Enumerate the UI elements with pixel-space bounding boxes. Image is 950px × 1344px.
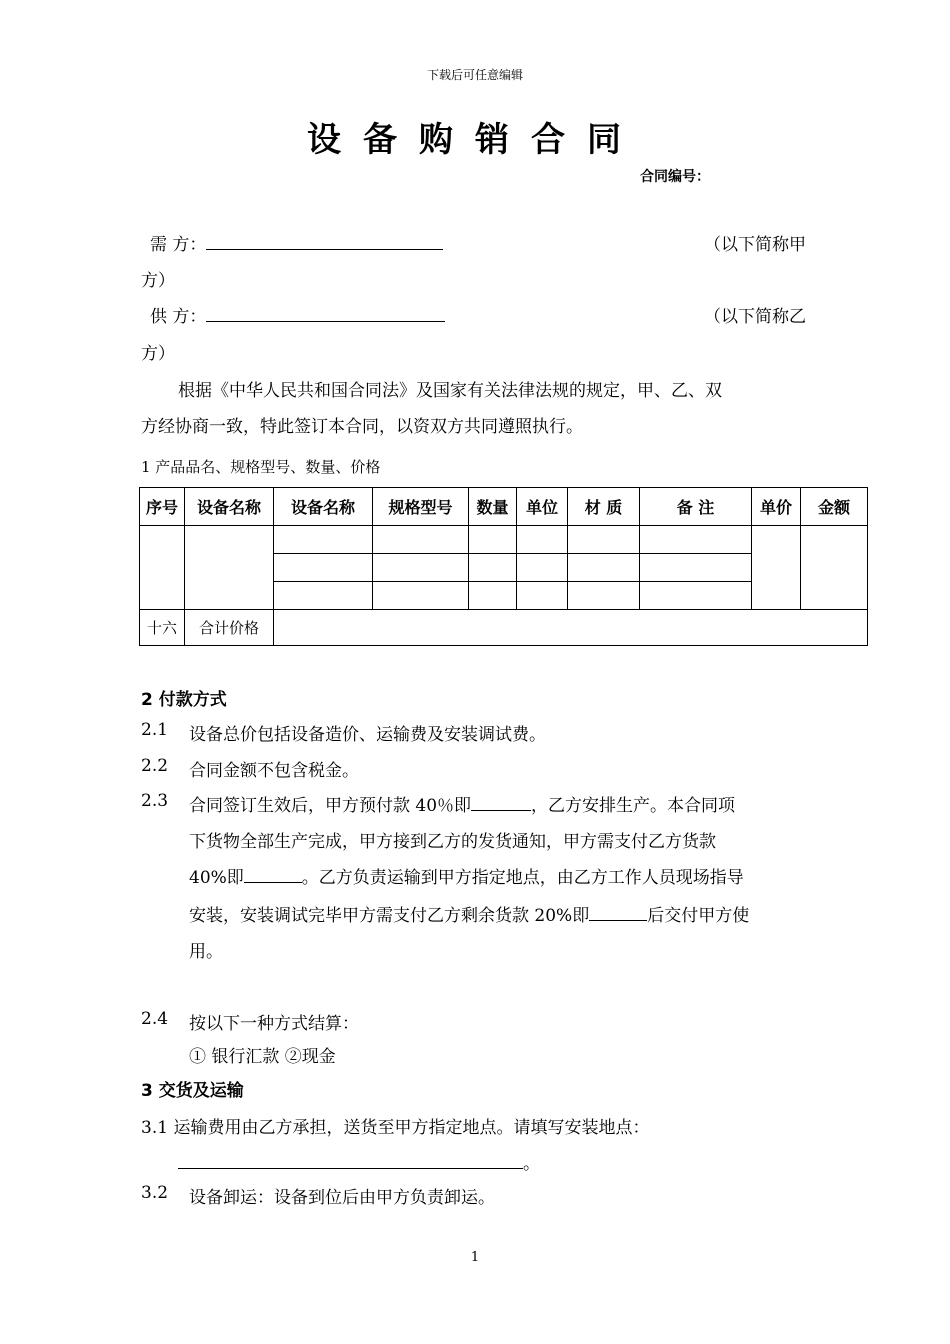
install-address-end: 。: [523, 1154, 540, 1174]
settlement-options: ① 银行汇款 ②现金: [189, 1047, 336, 1067]
col-header-remarks: 备 注: [640, 488, 752, 526]
table-cell[interactable]: [274, 526, 373, 554]
clause-2-3-line-5: 用。: [189, 942, 223, 962]
clause-2-3-line-1: [189, 791, 735, 816]
col-header-equipment-name-2: 设备名称: [274, 488, 373, 526]
clause-2-3-line-3: [189, 863, 744, 888]
page-number: 1: [470, 1250, 480, 1265]
intro-line-2: 方经协商一致，特此签订本合同，以资双方共同遵照执行。: [141, 417, 583, 437]
supply-party-label: 供 方：: [150, 307, 207, 327]
clause-2-2-number: 2.2: [141, 756, 169, 776]
demand-party-suffix: （以下简称甲: [704, 235, 806, 255]
total-value-cell[interactable]: [274, 610, 868, 646]
table-cell[interactable]: [568, 526, 640, 554]
col-header-unit-price: 单价: [752, 488, 801, 526]
table-cell[interactable]: [373, 526, 469, 554]
table-cell[interactable]: [274, 554, 373, 582]
table-cell[interactable]: [469, 582, 517, 610]
contract-number-label: 合同编号：: [640, 169, 710, 185]
table-total-row: [140, 610, 868, 646]
clause-2-3-text-d: 。乙方负责运输到甲方指定地点，由乙方工作人员现场指导: [301, 868, 744, 888]
table-cell[interactable]: [274, 582, 373, 610]
prepayment-blank[interactable]: [471, 796, 531, 811]
clause-2-3-text-b: ，乙方安排生产。本合同项: [531, 796, 736, 816]
clause-2-1: 设备总价包括设备造价、运输费及安装调试费。: [189, 725, 546, 745]
col-header-index: 序号: [140, 488, 185, 526]
table-cell[interactable]: [469, 526, 517, 554]
supply-party-line: [150, 302, 445, 327]
final-payment-blank[interactable]: [589, 906, 647, 921]
demand-party-wrap: 方）: [141, 271, 175, 291]
table-cell[interactable]: [517, 554, 568, 582]
table-cell[interactable]: [469, 554, 517, 582]
table-cell[interactable]: [640, 582, 752, 610]
table-cell[interactable]: [640, 554, 752, 582]
table-cell[interactable]: [373, 554, 469, 582]
section-1-heading: 1 产品品名、规格型号、数量、价格: [141, 458, 381, 476]
clause-3-2-number: 3.2: [141, 1183, 169, 1203]
second-payment-blank[interactable]: [244, 868, 302, 883]
col-header-spec: 规格型号: [373, 488, 469, 526]
table-cell[interactable]: [752, 526, 801, 610]
total-index: 十六: [140, 610, 185, 646]
clause-2-3-line-2: 下货物全部生产完成，甲方接到乙方的发货通知，甲方需支付乙方货款: [189, 832, 716, 852]
install-address-line: [178, 1149, 540, 1174]
clause-2-2: 合同金额不包含税金。: [189, 761, 359, 781]
clause-2-3-text-a: 合同签订生效后，甲方预付款 40％即: [189, 796, 472, 816]
page-title: 设备购销合同: [307, 120, 643, 160]
clause-3-1: 3.1 运输费用由乙方承担，送货至甲方指定地点。请填写安装地点：: [141, 1118, 650, 1138]
table-cell[interactable]: [373, 582, 469, 610]
table-cell[interactable]: [568, 582, 640, 610]
clause-2-3-text-e: 安装，安装调试完毕甲方需支付乙方剩余货款 20%即: [189, 906, 590, 926]
product-table: [139, 487, 868, 646]
clause-2-3-text-f: 后交付甲方使: [647, 906, 750, 926]
table-cell[interactable]: [140, 526, 185, 610]
col-header-quantity: 数量: [469, 488, 517, 526]
col-header-unit: 单位: [517, 488, 568, 526]
clause-2-4-number: 2.4: [141, 1009, 169, 1029]
section-3-heading: 3 交货及运输: [141, 1081, 244, 1101]
section-2-heading: 2 付款方式: [141, 690, 227, 710]
table-header-row: [140, 488, 868, 526]
demand-party-blank[interactable]: [206, 235, 443, 250]
clause-2-3-text-c: 40%即: [189, 868, 244, 888]
col-header-amount: 金额: [801, 488, 868, 526]
supply-party-blank[interactable]: [206, 307, 445, 322]
intro-line-1: 根据《中华人民共和国合同法》及国家有关法律法规的规定，甲、乙、双: [178, 381, 722, 401]
header-note: 下载后可任意编辑: [426, 68, 523, 82]
col-header-equipment-name: 设备名称: [185, 488, 274, 526]
table-row: [140, 526, 868, 554]
col-header-material: 材 质: [568, 488, 640, 526]
clause-2-4: 按以下一种方式结算：: [189, 1014, 359, 1034]
table-cell[interactable]: [801, 526, 868, 610]
table-cell[interactable]: [185, 526, 274, 610]
demand-party-label: 需 方：: [150, 235, 207, 255]
clause-3-2: 设备卸运：设备到位后由甲方负责卸运。: [189, 1188, 495, 1208]
table-cell[interactable]: [568, 554, 640, 582]
supply-party-suffix: （以下简称乙: [704, 307, 806, 327]
clause-2-3-number: 2.3: [141, 791, 169, 811]
clause-2-3-line-4: [189, 901, 749, 926]
table-cell[interactable]: [517, 582, 568, 610]
table-cell[interactable]: [640, 526, 752, 554]
clause-2-1-number: 2.1: [141, 720, 169, 740]
supply-party-wrap: 方）: [141, 344, 175, 364]
total-label: 合计价格: [185, 610, 274, 646]
demand-party-line: [150, 230, 443, 255]
install-address-blank[interactable]: [178, 1154, 523, 1169]
table-cell[interactable]: [517, 526, 568, 554]
